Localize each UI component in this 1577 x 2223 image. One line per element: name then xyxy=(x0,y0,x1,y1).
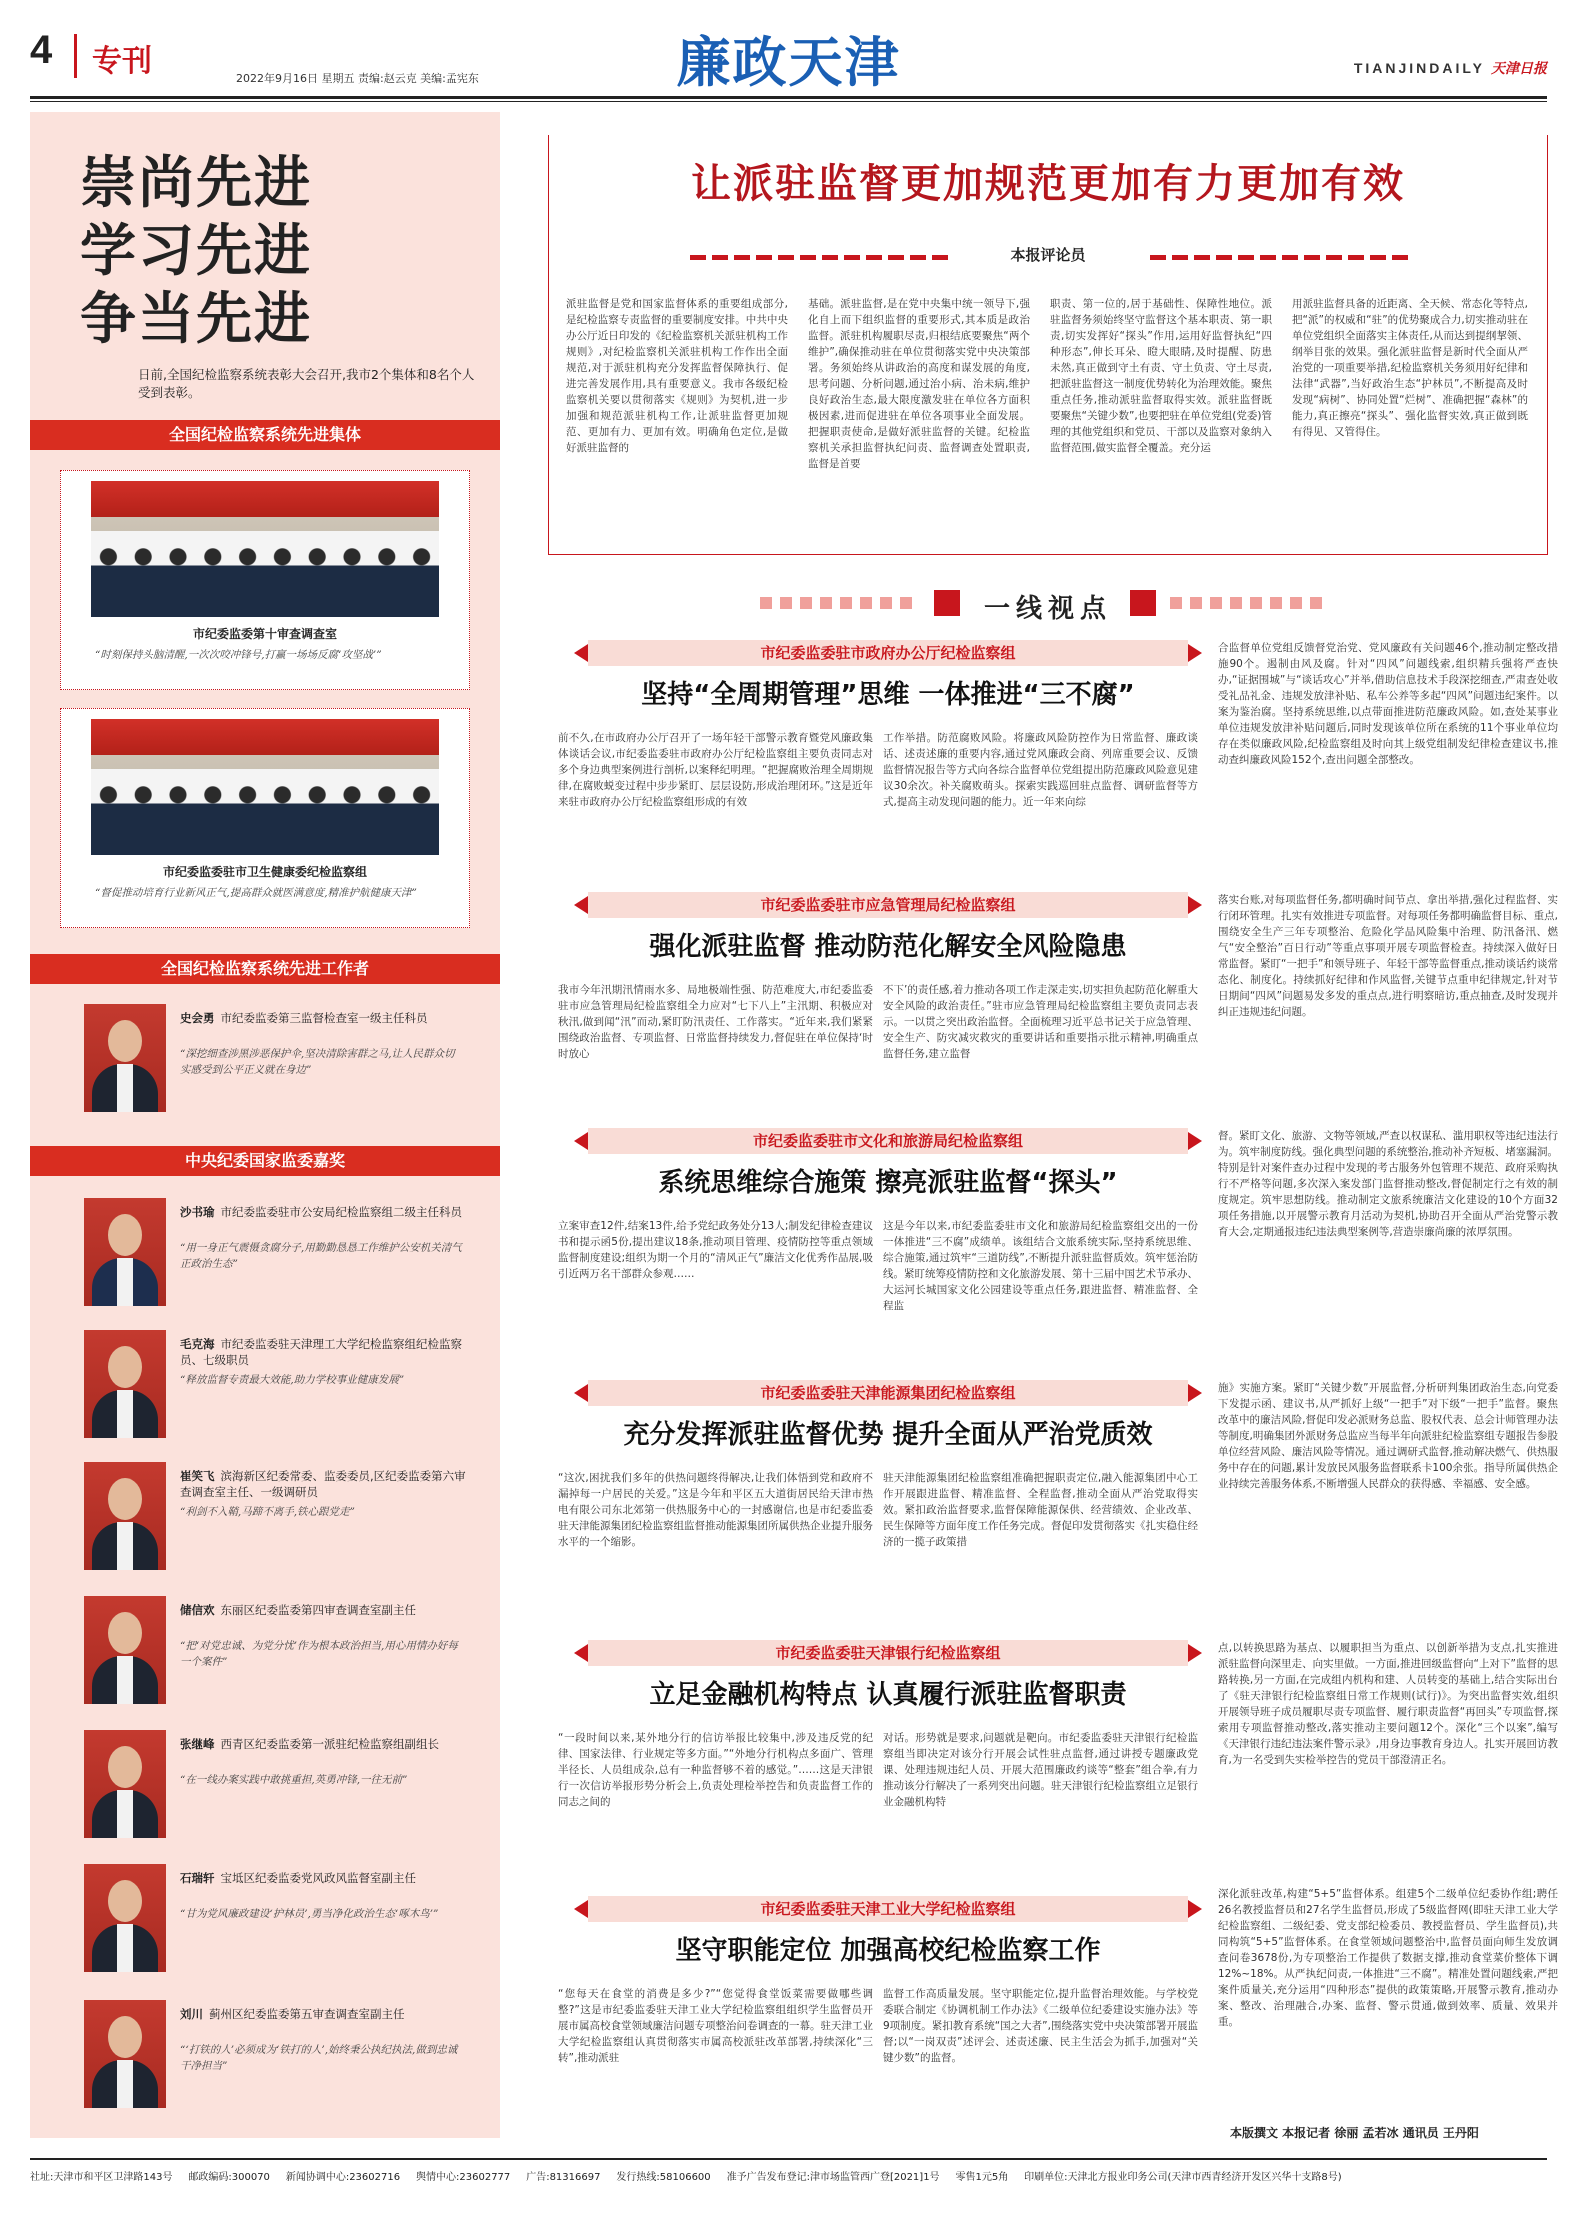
masthead: 廉政天津 xyxy=(676,31,901,94)
person-card xyxy=(60,1004,470,1122)
photo-banner xyxy=(91,719,439,755)
person-title: 滨海新区纪委常委、监委委员,区纪委监委第六审查调查室主任、一级调研员 xyxy=(180,1469,466,1499)
person-name: 石瑞轩 xyxy=(180,1871,215,1885)
person-title: 市纪委监委第三监督检查室一级主任科员 xyxy=(220,1011,428,1025)
article xyxy=(548,1896,1228,2126)
person-info xyxy=(180,1468,470,1500)
person-title: 西青区纪委监委第一派驻纪检监察组副组长 xyxy=(220,1737,439,1751)
worker-heading: 全国纪检监察系统先进工作者 xyxy=(30,954,500,984)
photo-people xyxy=(91,769,439,855)
person-info xyxy=(180,1870,470,1886)
header-rule-thin xyxy=(30,101,1547,102)
photo-people xyxy=(91,531,439,617)
person-quote: “甘为党风廉政建设‘护林员’,勇当净化政治生态‘啄木鸟’” xyxy=(180,1908,439,1920)
person-info xyxy=(180,1602,470,1618)
title-line: 学习先进 xyxy=(80,219,312,284)
brand-logo xyxy=(1354,58,1547,78)
person-info xyxy=(180,1336,470,1368)
article-title: 充分发挥派驻监督优势 提升全面从严治党质效 xyxy=(623,1420,1153,1450)
section-name: 专刊 xyxy=(92,44,152,79)
article-side-column: 合监督单位党组反馈督党治党、党风廉政有关问题46个,推动制定整改措施90个。遏制由风及腐。针对“四风”问题线索,组织精兵强将严查快办,“证据围城”与“谈话攻心”并举,借助信息技术手段深挖细查,严肃查处收受礼品礼金、违规发放津补贴、私车公养等多起“四风”问题违纪案件。以案为鉴治腐。坚持系统思维,以点带面推进防范廉政风险。如,查处某事业单位违规发放津补贴问题后,同时发现该单位所在系统的11个事业单位均存在类似廉政风险,纪检监察组及时向其上级党组制发纪律检查建议书,推动查纠廉政风险152个,查出问题全部整改。 xyxy=(1218,642,1558,766)
article-title: 坚守职能定位 加强高校纪检监察工作 xyxy=(675,1936,1101,1966)
editorial-title: 让派驻监督更加规范更加有力更加有效 xyxy=(691,161,1405,207)
article-side-column: 施》实施方案。紧盯“关键少数”开展监督,分析研判集团政治生态,向党委下发提示函、建议书,从严抓好上级“一把手”对下级“一把手”监督。聚焦改革中的廉洁风险,督促印发必派财务总监、股权代表、总会计师管理办法等制度,明确集团外派财务总监应当每半年向派驻纪检监察组专题报告参股单位经营风险、廉洁风险等情况。通过调研式监督,推动解决燃气、供热服务中存在的问题,累计发放民风服务监督联系卡100余张。指导所属供热企业持续完善服务体系,不断增强人民群众的获得感、幸福感、安全感。 xyxy=(1218,1382,1558,1490)
article-column: “您每天在食堂的消费是多少?”“您觉得食堂饭菜需要做哪些调整?”这是市纪委监委驻天津工业大学纪检监察组组织学生监督员开展市属高校食堂领域廉洁问题专项整治问卷调查的一幕。驻天津工业大学纪检监察组认真贯彻落实市属高校派驻改革部署,持续深化“三转”,推动派驻 xyxy=(558,1988,873,2064)
collective-quote: “时刻保持头脑清醒,一次次咬冲锋号,打赢一场场反腐‘攻坚战’” xyxy=(95,649,382,661)
article-column: 驻天津能源集团纪检监察组准确把握职责定位,融入能源集团中心工作开展跟进监督、精准监督、全程监督,推动全面从严治党取得实效。紧扣政治监督要求,监督保障能源保供、经营绩效、企业改革、民生保障等方面年度工作任务完成。督促印发贯彻落实《扎实稳住经济的一揽子政策措 xyxy=(883,1472,1198,1548)
portrait xyxy=(84,1730,166,1838)
collective-caption: 市纪委监委驻市卫生健康委纪检监察组 xyxy=(162,865,367,879)
collective-caption: 市纪委监委第十审查调查室 xyxy=(192,627,337,641)
brand-cn: 天津日报 xyxy=(1491,61,1547,77)
left-intro: 日前,全国纪检监察系统表彰大会召开,我市2个集体和8名个人受到表彰。 xyxy=(138,367,475,400)
person-card xyxy=(60,1330,470,1448)
person-card xyxy=(60,1864,470,1982)
article-unit: 市纪委监委驻市应急管理局纪检监察组 xyxy=(588,892,1188,918)
person-title: 宝坻区纪委监委党风政风监督室副主任 xyxy=(220,1871,416,1885)
article-title: 立足金融机构特点 认真履行派驻监督职责 xyxy=(649,1680,1127,1710)
person-card xyxy=(60,1462,470,1580)
footer-item: 社址:天津市和平区卫津路143号 xyxy=(30,2172,173,2183)
award-heading: 中央纪委国家监委嘉奖 xyxy=(30,1146,500,1176)
article-column: 工作举措。防范腐败风险。将廉政风险防控作为日常监督、廉政谈话、述责述廉的重要内容,通过党风廉政会商、列席重要会议、反馈监督情况报告等方式向各综合监督单位党组提出防范廉政风险意见建议30余次。补关腐败萌头。探索实践巡回驻点监督、调研监督等方式,提高主动发现问题的能力。近一年来向综 xyxy=(883,732,1198,808)
brand-en: TIANJINDAILY xyxy=(1353,60,1485,76)
collective-card xyxy=(60,470,470,690)
article-column: “这次,困扰我们多年的供热问题终得解决,让我们体悟到党和政府不漏掉每一户居民的关爱。”这是今年和平区五大道街居民给天津市热电有限公司东北郊第一供热服务中心的一封感谢信,也是市纪委监委驻天津能源集团纪检监察组监督推动能源集团所属供热企业提升服务水平的一个缩影。 xyxy=(558,1472,873,1548)
article-unit: 市纪委监委驻天津工业大学纪检监察组 xyxy=(588,1896,1188,1922)
photo-banner xyxy=(91,481,439,517)
portrait xyxy=(84,1004,166,1112)
editorial-column: 用派驻监督具备的近距离、全天候、常态化等特点,把“派”的权威和“驻”的优势聚成合力,切实推动驻在单位党组织全面落实主体责任,从而达到提纲挈领、纲举目张的效果。强化派驻监督是新时代全面从严治党的一项重要举措,纪检监察机关务须用好纪律和法律“武器”,当好政治生态“护林员”,不断提高及时发现“病树”、协同处置“烂树”、准确把握“森林”的能力,真正擦亮“探头”、强化监督实效,真正做到既有得见、又管得住。 xyxy=(1292,298,1528,438)
heading-dash-right xyxy=(1170,597,1330,609)
collective-heading: 全国纪检监察系统先进集体 xyxy=(30,420,500,450)
article-side-column: 深化派驻改革,构建“5+5”监督体系。组建5个二级单位纪委协作组;聘任26名教授监督员和27名学生监督员,形成了5级监督网(即驻天津工业大学纪检监察组、二级纪委、党支部纪检委员、教授监督员、学生监督员),共同构筑“5+5”监督体系。在食堂领域问题整治中,监督员面向师生发放调查问卷3678份,为专项整治工作提供了数据支撑,推动食堂菜价整体下调12%~18%。从严执纪问责,一体推进“三不腐”。精准处置问题线索,严把案件质量关,充分运用“四种形态”提供的政策策略,开展警示教育,推动办案、整改、治理融合,办案、监督、警示贯通,做到效率、质量、效果并重。 xyxy=(1218,1888,1558,2028)
person-card xyxy=(60,1198,470,1316)
portrait xyxy=(84,1462,166,1570)
footer-item: 邮政编码:300070 xyxy=(188,2172,270,2183)
person-card xyxy=(60,1596,470,1714)
heading-square-right xyxy=(1130,590,1156,616)
person-card xyxy=(60,2000,470,2118)
credits: 本版撰文 本报记者 徐丽 孟若冰 通讯员 王丹阳 xyxy=(1230,2126,1479,2140)
person-quote: “‘打铁的人’必须成为‘铁打的人’,始终秉公执纪执法,做到忠诚干净担当” xyxy=(180,2044,458,2072)
person-info xyxy=(180,1010,470,1026)
group-photo xyxy=(91,481,439,617)
date-line: 2022年9月16日 星期五 责编:赵云克 美编:孟宪东 xyxy=(236,72,479,85)
portrait xyxy=(84,1864,166,1972)
footer-item: 舆情中心:23602777 xyxy=(416,2172,511,2183)
person-quote: “把‘对党忠诚、为党分忧’作为根本政治担当,用心用情办好每一个案件” xyxy=(180,1640,458,1668)
article xyxy=(548,1128,1228,1338)
person-title: 市纪委监委驻天津理工大学纪检监察组纪检监察员、七级职员 xyxy=(180,1337,462,1367)
person-card xyxy=(60,1730,470,1848)
person-name: 储信欢 xyxy=(180,1603,215,1617)
article-column: 监督工作高质量发展。坚守职能定位,提升监督治理效能。与学校党委联合制定《协调机制工作办法》《二级单位纪委建设实施办法》等9项制度。紧扣教育系统“国之大者”,围绕落实党中央决策部署开展监督;以“一岗双责”述评会、述责述廉、民主生活会为抓手,加强对“关键少数”的监督。 xyxy=(883,1988,1198,2064)
person-name: 崔笑飞 xyxy=(180,1469,215,1483)
person-quote: “释放监督专责最大效能,助力学校事业健康发展” xyxy=(180,1374,405,1386)
portrait xyxy=(84,2000,166,2108)
title-line: 争当先进 xyxy=(80,287,312,352)
portrait xyxy=(84,1198,166,1306)
collective-quote: “督促推动培育行业新风正气,提高群众就医满意度,精准护航健康天津” xyxy=(95,887,417,899)
article-unit: 市纪委监委驻市政府办公厅纪检监察组 xyxy=(588,640,1188,666)
article xyxy=(548,892,1228,1102)
person-name: 毛克海 xyxy=(180,1337,215,1351)
left-title xyxy=(80,150,312,354)
person-quote: “深挖细查涉黑涉恶保护伞,坚决清除害群之马,让人民群众切实感受到公平正义就在身边” xyxy=(180,1048,455,1076)
person-info xyxy=(180,2006,470,2022)
person-info xyxy=(180,1736,470,1752)
frontline-heading: 一线视点 xyxy=(983,594,1112,624)
footer-rule xyxy=(30,2158,1547,2160)
header-rule xyxy=(30,96,1547,99)
portrait xyxy=(84,1330,166,1438)
title-line: 崇尚先进 xyxy=(80,151,312,216)
footer-item: 广告:81316697 xyxy=(526,2172,601,2183)
person-title: 蓟州区纪委监委第五审查调查室副主任 xyxy=(209,2007,405,2021)
editorial-column: 基础。派驻监督,是在党中央集中统一领导下,强化自上而下组织监督的重要形式,其本质是政治监督。派驻机构履职尽责,归根结底要聚焦“两个维护”,确保推动驻在单位贯彻落实党中央决策部署。务须始终从讲政治的高度和谋发展的角度,思考问题、分析问题,通过治小病、治未病,维护良好政治生态,最大限度激发驻在单位各方面积极因素,进而促进驻在单位各项事业全面发展。把握职责使命,是做好派驻监督的关键。纪检监察机关承担监督执纪问责、监督调查处置职责,监督是首要 xyxy=(808,298,1030,470)
footer-item: 准予广告发布登记:津市场监管西广登[2021]1号 xyxy=(726,2172,940,2183)
person-name: 沙书瑜 xyxy=(180,1205,215,1219)
article-column: 不下’的责任感,着力推动各项工作走深走实,切实担负起防范化解重大安全风险的政治责任。”驻市应急管理局纪检监察组主要负责同志表示。一以贯之突出政治监督。全面梳理习近平总书记关于应急管理、安全生产、防灾减灾救灾的重要讲话和重要指示批示精神,明确重点监督任务,建立监督 xyxy=(883,984,1198,1060)
person-name: 张继峰 xyxy=(180,1737,215,1751)
group-photo xyxy=(91,719,439,855)
article-title: 系统思维综合施策 擦亮派驻监督“探头” xyxy=(658,1168,1118,1198)
article-unit: 市纪委监委驻天津能源集团纪检监察组 xyxy=(588,1380,1188,1406)
byline-dash-right xyxy=(1150,255,1410,260)
article-column: 我市今年汛期汛情雨水多、局地极端性强、防范难度大,市纪委监委驻市应急管理局纪检监察组全力应对“七下八上”主汛期、积极应对秋汛,做到闻“汛”而动,紧盯防汛责任、工作落实。“近年来,我们紧紧围绕政治监督、专项监督、日常监督持续发力,督促驻在单位保持‘时时放心 xyxy=(558,984,873,1060)
person-name: 刘川 xyxy=(180,2007,203,2021)
person-quote: “在一线办案实践中敢挑重担,英勇冲锋,一往无前” xyxy=(180,1774,408,1786)
footer-item: 新闻协调中心:23602716 xyxy=(285,2172,401,2183)
footer xyxy=(30,2168,1547,2183)
article-column: “一段时间以来,某外地分行的信访举报比较集中,涉及违反党的纪律、国家法律、行业规定等多方面。”“外地分行机构点多面广、管理半径长、人员组成杂,总有一种监督够不着的感觉。”……这是天津银行一次信访举报形势分析会上,负责处理检举控告和负责监督工作的同志之间的 xyxy=(558,1732,873,1808)
article-unit: 市纪委监委驻市文化和旅游局纪检监察组 xyxy=(588,1128,1188,1154)
article-title: 强化派驻监督 推动防范化解安全风险隐患 xyxy=(649,932,1127,962)
article-column: 这是今年以来,市纪委监委驻市文化和旅游局纪检监察组交出的一份一体推进“三不腐”成绩单。该组结合文旅系统实际,坚持系统思维、综合施策,通过筑牢“三道防线”,不断提升派驻监督质效。筑牢惩治防线。紧盯统筹疫情防控和文化旅游发展、第十三届中国艺术节承办、大运河长城国家文化公园建设等重点任务,跟进监督、精准监督、全程监 xyxy=(883,1220,1198,1312)
page-number: 4 xyxy=(30,28,53,72)
article-title: 坚持“全周期管理”思维 一体推进“三不腐” xyxy=(641,680,1135,710)
footer-item: 发行热线:58106600 xyxy=(616,2172,711,2183)
person-name: 史会勇 xyxy=(180,1011,215,1025)
article-side-column: 落实台账,对每项监督任务,都明确时间节点、拿出举措,强化过程监督、实行闭环管理。扎实有效推进专项监督。对每项任务都明确监督目标、重点,围绕安全生产三年专项整治、危险化学品风险集中治理、防汛备汛、燃气“安全整治”百日行动”等重点事项开展专项监督检查。持续深入做好日常监督。紧盯“一把手”和领导班子、年轻干部等监督重点,推动谈话约谈常态化、制度化。持续抓好纪律和作风监督,关键节点重申纪律规定,针对节日期间“四风”问题易发多发的重点点,进行明察暗访,重点抽查,及时发现并纠正违规违纪问题。 xyxy=(1218,894,1558,1018)
footer-item: 印刷单位:天津北方报业印务公司(天津市西青经济开发区兴华十支路8号) xyxy=(1024,2172,1342,2183)
footer-item: 零售1元5角 xyxy=(955,2172,1009,2183)
article xyxy=(548,1380,1228,1590)
person-quote: “利剑不入鞘,马蹄不离手,铁心跟党走” xyxy=(180,1506,355,1518)
collective-card xyxy=(60,708,470,928)
article-side-column: 督。紧盯文化、旅游、文物等领域,严查以权谋私、滥用职权等违纪违法行为。筑牢制度防线。强化典型问题的系统整治,推动补齐短板、堵塞漏洞。特别是针对案件查办过程中发现的考古服务外包管理不规范、政府采购执行不严格等问题,多次深入案发部门监督推动整改,督促制定行之有效的制度规定。筑牢思想防线。推动制定文旅系统廉洁文化建设的10个方面32项任务措施,以开展警示教育月活动为契机,协助召开全面从严治党警示教育大会,定期通报违纪违法典型案例等,营造崇廉尚廉的浓厚氛围。 xyxy=(1218,1130,1558,1238)
editorial-column: 职责、第一位的,居于基础性、保障性地位。派驻监督务须始终坚守监督这个基本职责、第一职责,切实发挥好“探头”作用,运用好监督执纪“四种形态”,伸长耳朵、瞪大眼睛,及时提醒、防患未然,真正做到守土有责、守土负责、守土尽责,把派驻监督这一制度优势转化为治理效能。聚焦重点任务,推动派驻监督取得实效。派驻监督既要聚焦“关键少数”,也要把驻在单位党组(党委)管理的其他党组织和党员、干部以及监察对象纳入监督范围,做实监督全覆盖。充分运 xyxy=(1050,298,1272,454)
article-column: 立案审查12件,结案13件,给予党纪政务处分13人;制发纪律检查建议书和提示函5份,提出建议18条,推动项目管理、疫情防控等重点领域监督制度建设;组织为期一个月的“清风正气”廉洁文化优秀作品展,吸引近两万名干部群众参观…… xyxy=(558,1220,873,1280)
article-column: 前不久,在市政府办公厅召开了一场年轻干部警示教育暨党风廉政集体谈话会议,市纪委监委驻市政府办公厅纪检监察组主要负责同志对多个身边典型案例进行剖析,以案释纪明理。“把握腐败治理全周期规律,在腐败蜕变过程中步步紧盯、层层设防,形成治理闭环。”这是近年来驻市政府办公厅纪检监察组形成的有效 xyxy=(558,732,873,808)
person-quote: “用一身正气震慑贪腐分子,用勤勤恳恳工作维护公安机关清气正政治生态” xyxy=(180,1242,462,1270)
portrait xyxy=(84,1596,166,1704)
article-side-column: 点,以转换思路为基点、以履职担当为重点、以创新举措为支点,扎实推进派驻监督向深里走、向实里做。一方面,推进回级监督向“上对下”监督的思路转换,另一方面,在完成组内机构和建、人员转变的基础上,结合实际出台了《驻天津银行纪检监察组日常工作规则(试行)》。为突出监督实效,组织开展领导班子成员履职尽责专项监督、履行职责监督“再回头”专项监督,探索用专项监督推动整改,落实推动主要问题12个。深化“三个以案”,编写《天津银行违纪违法案件警示录》,用身边事教育身边人。扎实开展回访教育,为一名受到失实检举控告的党员干部澄清正名。 xyxy=(1218,1642,1558,1766)
editorial-column: 派驻监督是党和国家监督体系的重要组成部分,是纪检监察专责监督的重要制度安排。中共中央办公厅近日印发的《纪检监察机关派驻机构工作规则》,对纪检监察机关派驻机构工作作出全面规范,对于派驻机构充分发挥监督保障执行、促进完善发展作用,具有重要意义。我市各级纪检监察机关要以贯彻落实《规则》为契机,进一步加强和规范派驻机构工作,让派驻监督更加规范、更加有力、更加有效。明确角色定位,是做好派驻监督的 xyxy=(566,298,788,454)
article xyxy=(548,640,1228,850)
person-title: 东丽区纪委监委第四审查调查室副主任 xyxy=(220,1603,416,1617)
article-unit: 市纪委监委驻天津银行纪检监察组 xyxy=(588,1640,1188,1666)
editorial-byline: 本报评论员 xyxy=(1010,246,1086,264)
person-info xyxy=(180,1204,470,1220)
article xyxy=(548,1640,1228,1850)
person-title: 市纪委监委驻市公安局纪检监察组二级主任科员 xyxy=(220,1205,462,1219)
article-column: 对话。形势就是要求,问题就是靶向。市纪委监委驻天津银行纪检监察组当即决定对该分行开展会试性驻点监督,通过讲授专题廉政党课、处理违规违纪人员、开展大范围廉政约谈等“整套”组合拳,有力推动该分行解决了一系列突出问题。驻天津银行纪检监察组立足银行业金融机构特 xyxy=(883,1732,1198,1808)
